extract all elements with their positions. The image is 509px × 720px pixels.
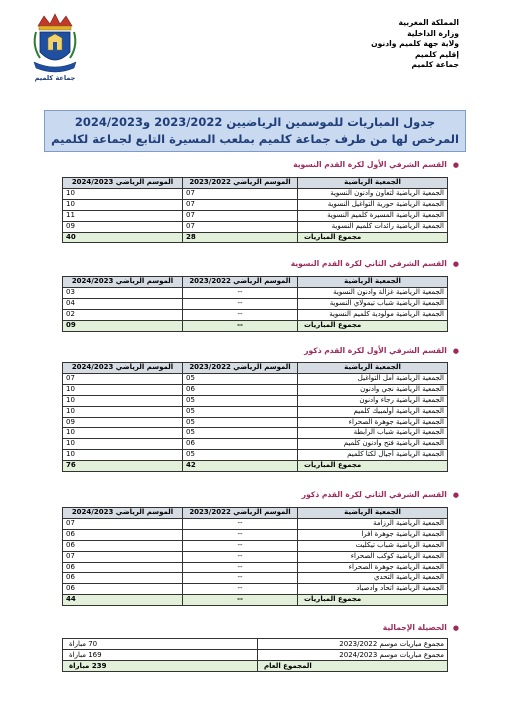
table-row <box>63 199 448 210</box>
table-row <box>63 439 448 450</box>
table-row <box>63 562 448 573</box>
header-line: جماعة كلميم <box>411 60 459 69</box>
table-row <box>63 518 448 529</box>
team-cell: الجمعية الرياضية شباب تيمولاي النسوية <box>298 298 448 309</box>
season2-cell: 06 <box>63 562 183 573</box>
table-row <box>63 529 448 540</box>
table-row <box>63 395 448 406</box>
season1-cell: 05 <box>183 450 298 461</box>
section-heading <box>304 346 459 355</box>
matches-table <box>62 507 448 606</box>
team-cell: الجمعية الرياضية جوهرة الصحراء <box>298 562 448 573</box>
season1-cell: -- <box>183 518 298 529</box>
table-header-row <box>63 277 448 288</box>
team-cell: الجمعية الرياضية نجي وادنون <box>298 384 448 395</box>
team-cell: الجمعية الرياضية رائدات كلميم النسوية <box>298 221 448 232</box>
season2-cell: 10 <box>63 188 183 199</box>
bullet-icon: ● <box>452 260 459 268</box>
season2-cell: 07 <box>63 373 183 384</box>
season1-cell: -- <box>183 584 298 595</box>
table-row <box>63 573 448 584</box>
season2-cell: 06 <box>63 529 183 540</box>
season1-cell: -- <box>183 540 298 551</box>
column-header: الموسم الرياضي 2023/2022 <box>183 277 298 288</box>
season2-cell: 06 <box>63 540 183 551</box>
table-row <box>63 584 448 595</box>
team-cell: الجمعية الرياضية اتحاد وادصياد <box>298 584 448 595</box>
season2-cell: 06 <box>63 584 183 595</box>
table-row <box>63 417 448 428</box>
season1-cell: 07 <box>183 221 298 232</box>
column-header: الموسم الرياضي 2023/2022 <box>183 363 298 374</box>
table-header-row <box>63 178 448 189</box>
table-row <box>63 551 448 562</box>
total-label: مجموع المباريات <box>298 461 448 472</box>
season2-cell: 07 <box>63 551 183 562</box>
season2-cell: 07 <box>63 518 183 529</box>
season1-total: -- <box>183 320 298 331</box>
total-row <box>63 661 448 672</box>
total-label: مجموع المباريات <box>298 232 448 243</box>
team-cell: الجمعية الرياضية غزالة وادنون النسوية <box>298 287 448 298</box>
season2-cell: 10 <box>63 406 183 417</box>
summary-label: مجموع مباريات موسم 2024/2023 <box>258 650 448 661</box>
season2-cell: 10 <box>63 384 183 395</box>
table-row <box>63 373 448 384</box>
season1-cell: -- <box>183 551 298 562</box>
table-row <box>63 210 448 221</box>
season1-cell: 06 <box>183 384 298 395</box>
matches-table <box>62 362 448 472</box>
header-line: وزارة الداخلية <box>407 28 459 38</box>
column-header: الموسم الرياضي 2024/2023 <box>63 178 183 189</box>
season2-cell: 02 <box>63 309 183 320</box>
section-heading-text: الحصيلة الإجمالية <box>382 623 447 632</box>
season2-cell: 10 <box>63 428 183 439</box>
bullet-icon: ● <box>452 347 459 355</box>
season1-cell: -- <box>183 562 298 573</box>
summary-value: 169 مباراة <box>63 650 258 661</box>
municipality-emblem-icon <box>30 12 80 82</box>
table-row <box>63 450 448 461</box>
team-cell: الجمعية الرياضية مولودية كلميم النسوية <box>298 309 448 320</box>
column-header: الموسم الرياضي 2023/2022 <box>183 178 298 189</box>
season1-cell: -- <box>183 287 298 298</box>
season1-cell: 05 <box>183 417 298 428</box>
season2-cell: 10 <box>63 450 183 461</box>
team-cell: الجمعية الرياضية جوهرة افرا <box>298 529 448 540</box>
column-header: الجمعية الرياضية <box>298 277 448 288</box>
season1-cell: 05 <box>183 395 298 406</box>
season1-cell: 05 <box>183 428 298 439</box>
season1-cell: 07 <box>183 188 298 199</box>
team-cell: الجمعية الرياضية فتح وادنون كلميم <box>298 439 448 450</box>
table-row <box>63 540 448 551</box>
team-cell: الجمعية الرياضية شباب الرابطة <box>298 428 448 439</box>
team-cell: الجمعية الرياضية شباب تيكليت <box>298 540 448 551</box>
season2-cell: 11 <box>63 210 183 221</box>
title-line-1: جدول المباريات للموسمين الرياضيين 2023/2022 و2024/2023 <box>74 115 436 129</box>
team-cell: الجمعية الرياضية التحدي <box>298 573 448 584</box>
section-heading <box>293 160 459 169</box>
section-heading-text: القسم الشرفي الثاني لكرة القدم النسوية <box>290 259 447 268</box>
table-row <box>63 287 448 298</box>
table-row <box>63 406 448 417</box>
season2-total: 40 <box>63 232 183 243</box>
summary-value: 70 مباراة <box>63 639 258 650</box>
season2-cell: 10 <box>63 395 183 406</box>
summary-total-value: 239 مباراة <box>63 661 258 672</box>
season2-cell: 04 <box>63 298 183 309</box>
column-header: الجمعية الرياضية <box>298 178 448 189</box>
season2-total: 09 <box>63 320 183 331</box>
logo-caption: جماعة كلميم <box>34 74 76 82</box>
season2-cell: 09 <box>63 417 183 428</box>
summary-table <box>62 638 448 672</box>
section-heading-text: القسم الشرفي الأول لكرة القدم ذكور <box>304 346 447 355</box>
team-cell: الجمعية الرياضية لتعاون وادنون النسوية <box>298 188 448 199</box>
season1-cell: -- <box>183 573 298 584</box>
team-cell: الجمعية الرياضية أجيال لكتا كلميم <box>298 450 448 461</box>
total-row <box>63 461 448 472</box>
season1-cell: -- <box>183 309 298 320</box>
column-header: الجمعية الرياضية <box>298 363 448 374</box>
header-line: المملكة المغربية <box>398 18 459 27</box>
header-line: ولاية جهة كلميم وادنون <box>371 39 459 48</box>
team-cell: الجمعية الرياضية رجاء وادنون <box>298 395 448 406</box>
table-row <box>63 639 448 650</box>
season1-cell: -- <box>183 298 298 309</box>
total-label: مجموع المباريات <box>298 320 448 331</box>
matches-table <box>62 177 448 243</box>
column-header: الموسم الرياضي 2024/2023 <box>63 277 183 288</box>
season1-cell: 05 <box>183 373 298 384</box>
table-row <box>63 650 448 661</box>
title-line-2: المرخص لها من طرف جماعة كلميم بملعب المسيرة التابع لجماعة لكلميم <box>51 132 459 146</box>
bullet-icon: ● <box>452 624 459 632</box>
table-row <box>63 309 448 320</box>
team-cell: الجمعية الرياضية الرزامة <box>298 518 448 529</box>
table-header-row <box>63 508 448 519</box>
season2-cell: 09 <box>63 221 183 232</box>
season2-total: 44 <box>63 595 183 606</box>
section-heading-text: القسم الشرفي الثاني لكرة القدم ذكور <box>301 490 447 499</box>
column-header: الجمعية الرياضية <box>298 508 448 519</box>
bullet-icon: ● <box>452 491 459 499</box>
document-title <box>44 110 466 152</box>
season2-cell: 03 <box>63 287 183 298</box>
total-row <box>63 320 448 331</box>
section-heading <box>383 623 459 632</box>
column-header: الموسم الرياضي 2024/2023 <box>63 508 183 519</box>
team-cell: الجمعية الرياضية أمل التواغيل <box>298 373 448 384</box>
table-header-row <box>63 363 448 374</box>
table-row <box>63 428 448 439</box>
issuer-header <box>371 18 459 71</box>
team-cell: الجمعية الرياضية جوهرة الصحراء <box>298 417 448 428</box>
team-cell: الجمعية الرياضية المسيرة كلميم النسوية <box>298 210 448 221</box>
season2-cell: 10 <box>63 199 183 210</box>
season2-total: 76 <box>63 461 183 472</box>
season1-total: -- <box>183 595 298 606</box>
season1-cell: 07 <box>183 210 298 221</box>
season1-cell: 07 <box>183 199 298 210</box>
team-cell: الجمعية الرياضية كوكب الصحراء <box>298 551 448 562</box>
matches-table <box>62 276 448 332</box>
header-line: إقليم كلميم <box>414 49 459 59</box>
season2-cell: 06 <box>63 573 183 584</box>
section-heading <box>302 490 459 499</box>
total-row <box>63 595 448 606</box>
column-header: الموسم الرياضي 2024/2023 <box>63 363 183 374</box>
season1-cell: -- <box>183 529 298 540</box>
table-row <box>63 188 448 199</box>
season1-total: 28 <box>183 232 298 243</box>
summary-label: مجموع مباريات موسم 2023/2022 <box>258 639 448 650</box>
summary-total-label: المجموع العام <box>258 661 448 672</box>
season1-cell: 05 <box>183 406 298 417</box>
season2-cell: 10 <box>63 439 183 450</box>
section-heading <box>291 259 459 268</box>
season1-total: 42 <box>183 461 298 472</box>
team-cell: الجمعية الرياضية أولمبيك كلميم <box>298 406 448 417</box>
table-row <box>63 298 448 309</box>
team-cell: الجمعية الرياضية حورية التواغيل النسوية <box>298 199 448 210</box>
season1-cell: 06 <box>183 439 298 450</box>
table-row <box>63 384 448 395</box>
total-label: مجموع المباريات <box>298 595 448 606</box>
total-row <box>63 232 448 243</box>
column-header: الموسم الرياضي 2023/2022 <box>183 508 298 519</box>
section-heading-text: القسم الشرفي الأول لكرة القدم النسوية <box>293 160 447 169</box>
table-row <box>63 221 448 232</box>
bullet-icon: ● <box>452 161 459 169</box>
